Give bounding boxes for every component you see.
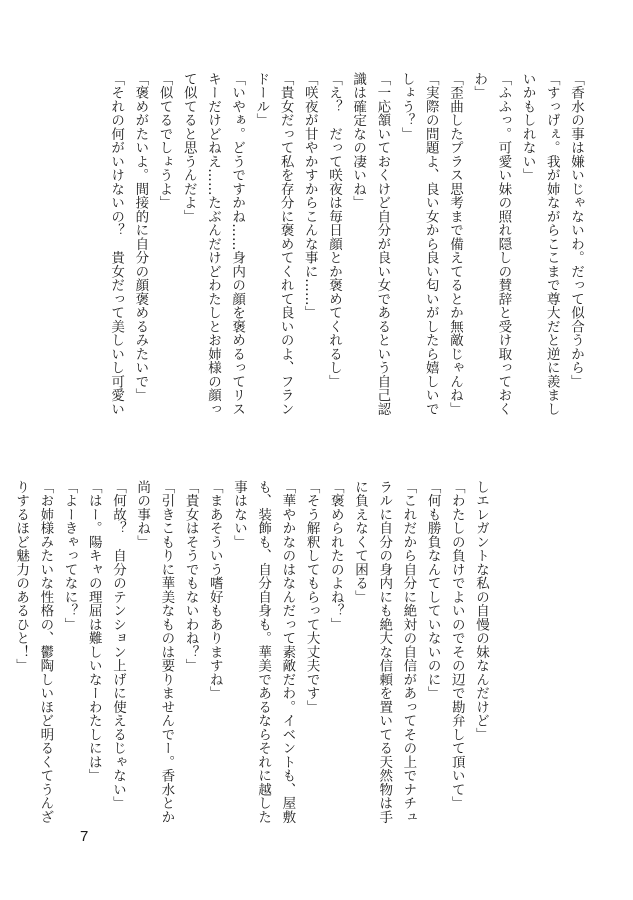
text-line: わ」 [471,72,488,100]
text-line: しエレガントな私の自慢の妹なんだけど」 [473,480,489,742]
text-line: しょう？」 [398,72,415,141]
text-line: ドール」 [253,72,270,127]
text-line: 「実際の問題よ、良い女から良い匂いがしたら嬉しいで [422,72,439,416]
text-line: 「貴女だって私を存分に褒めてくれて良いのよ、フラン [277,72,294,416]
text-line: に負えなくて困る」 [351,480,368,604]
text-line: 「貴女はそうでもないわね？」 [182,480,199,673]
text-line: 「お姉様みたいな性格の、鬱陶しいほど明るくてうんざ [37,480,54,824]
text-column-bottom [9,480,493,825]
text-line: 「すっげぇ。我が姉ながらここまで尊大だと逆に羨まし [543,72,560,416]
text-line: 「何故？ 自分のテンション上げに使えるじゃない」 [109,480,126,810]
text-line: 「わたしの負けでよいのでその辺で勘弁して頂いて」 [448,480,465,810]
text-line: も、装飾も、自分自身も。華美であるならそれに越した [255,480,272,824]
text-line: いかもしれない」 [519,72,536,182]
text-line: 「褒められたのよね？」 [327,480,344,632]
text-line: 識は確定なの凄いね」 [350,72,367,210]
text-line: 「一応頷いておくけど自分が良い女であるという自己認 [374,72,391,416]
text-line: 「それの何がいけないの？ 貴女だって美しいし可愛い [108,72,125,416]
text-line: ラルに自分の身内にも絶大な信頼を置いてる天然物は手 [376,480,393,824]
text-line: りするほど魅力のあるひと！」 [13,480,30,673]
text-line: 「そう解釈してもらって大丈夫です」 [303,480,320,714]
text-line: て似てると思うんだよ」 [180,72,197,224]
text-line: 「歪曲したプラス思考まで備えてるとか無敵じゃんね」 [446,72,463,416]
text-line: 「香水の事は嫌いじゃないわ。だって似合うから」 [568,72,584,389]
text-line: 「似てるでしょうよ」 [156,72,173,210]
text-line: 「まあそういう嗜好もありますね」 [206,480,223,700]
text-line: 「咲夜が甘やかすからこんな事に……」 [301,72,318,320]
text-line: 「え？ だって咲夜は毎日顔とか褒めてくれるし」 [325,72,342,389]
text-line: 「ふふっ。可愛い妹の照れ隠しの賛辞と受け取っておく [495,72,512,416]
text-line: 「はー。陽キャの理屈は難しいなーわたしには」 [85,480,102,783]
text-line: 事はない」 [230,480,247,549]
text-line: 「これだから自分に絶対の自信があってその上でナチュ [400,480,417,824]
page-number: 7 [80,828,89,845]
text-column-top [104,72,588,417]
text-line: 尚の事ね」 [134,480,151,549]
text-line: 「華やかなのはなんだって素敵だわ。イベントも、屋敷 [279,480,296,824]
text-line: 「引きこもりに華美なものは要りませんでー。香水とか [158,480,175,824]
text-line: キーだけどねえ……たぶんだけどわたしとお姉様の顔っ [204,72,221,416]
text-line: 「よーきゃってなに？」 [61,480,78,632]
text-line: 「いやぁ。どうですかね……身内の顔を褒めるってリス [229,72,246,416]
text-line: 「何も勝負なんてしていないのに」 [424,480,441,700]
text-line: 「褒めがたいよ。間接的に自分の顔褒めるみたいで」 [132,72,149,402]
